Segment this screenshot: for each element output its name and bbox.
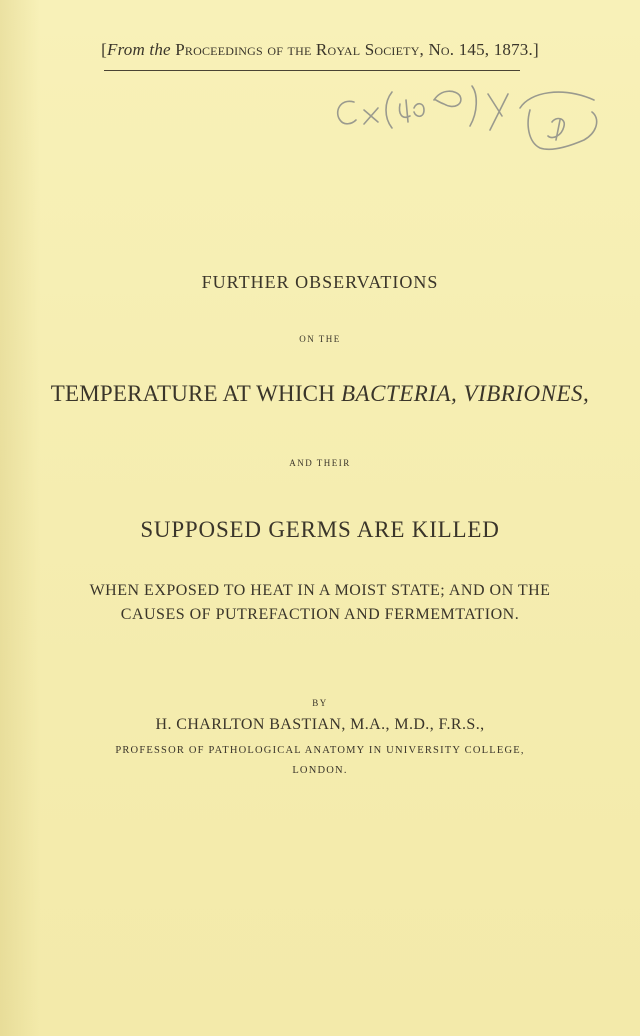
pencil-stroke [488,94,508,130]
byline-location: LONDON. [292,765,348,776]
pencil-stroke [364,108,378,124]
title-supposed-germs: SUPPOSED GERMS ARE KILLED [140,517,500,542]
pencil-stroke [470,86,476,126]
pencil-stroke [338,101,356,123]
title-temperature [0,381,640,407]
title-on-the: ON THE [299,334,341,344]
byline-position: PROFESSOR OF PATHOLOGICAL ANATOMY IN UNIVERSITY COLLEGE, [115,745,525,756]
title-temperature-prefix: TEMPERATURE AT WHICH [50,381,341,406]
header-rule [104,70,520,71]
title-when-line-2: CAUSES OF PUTREFACTION AND FERMEMTATION. [120,606,520,623]
pencil-stroke [548,119,564,138]
pencil-stroke [434,91,461,106]
title-temperature-italic: BACTERIA, VIBRIONES, [340,381,590,406]
handwritten-shelfmark [330,82,610,162]
pencil-stroke [386,92,392,128]
title-and-their: AND THEIR [289,458,351,468]
header-bracket-open: [ [101,40,108,59]
header-from-the: From the [107,40,171,59]
journal-header [0,40,640,60]
pencil-stroke [556,120,560,140]
byline-by: BY [312,698,328,708]
header-bracket-close: ] [532,40,539,59]
title-when-line-1: WHEN EXPOSED TO HEAT IN A MOIST STATE; AND ON THE [89,582,551,599]
title-further-observations: FURTHER OBSERVATIONS [201,272,439,292]
pencil-stroke [414,104,424,117]
pencil-stroke [520,92,594,108]
byline-author: H. CHARLTON BASTIAN, M.A., M.D., F.R.S., [155,716,485,733]
header-proceedings: Proceedings of the Royal Society, No. 145, 1873. [175,40,533,59]
pencil-stroke [399,100,410,122]
